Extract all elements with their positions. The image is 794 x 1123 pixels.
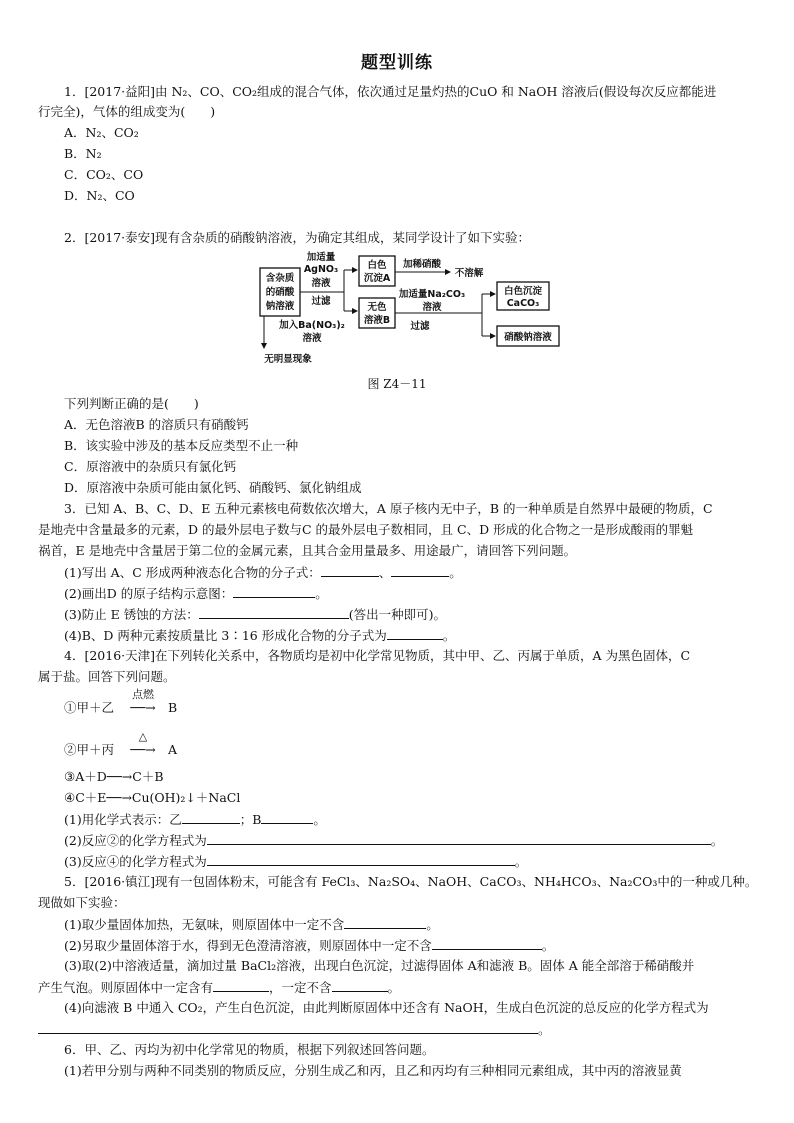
q3-part2 xyxy=(64,585,328,602)
period: 。 xyxy=(442,628,456,643)
q1-stem-line2: 行完全)，气体的组成变为( ) xyxy=(38,104,216,119)
flow-reagent1-line4: 过滤 xyxy=(311,296,331,307)
period: 。 xyxy=(313,812,326,827)
q2-option-c: C．原溶液中的杂质只有氯化钙 xyxy=(64,459,237,474)
flow-caco3-line2: CaCO₃ xyxy=(506,298,540,309)
q1-option-c: C．CO₂、CO xyxy=(64,167,144,182)
q5-stem-line1: 5．[2016·镇江]现有一包固体粉末，可能含有 FeCl₃、Na₂SO₄、NaOH、CaCO₃、NH₄HCO₃、Na₂CO₃中的一种或几种。 xyxy=(64,874,758,889)
period: 。 xyxy=(538,1022,551,1037)
flow-start-line3: 钠溶液 xyxy=(265,301,295,312)
flow-caco3-line1: 白色沉淀 xyxy=(503,286,543,297)
q4-part1 xyxy=(64,811,326,828)
flow-reagent1-line3: 溶液 xyxy=(311,278,331,289)
q5-part2 xyxy=(64,937,554,954)
answer-blank[interactable] xyxy=(391,564,449,577)
q5-part2-text: (2)另取少量固体溶于水，得到无色澄清溶液，则原固体中一定不含 xyxy=(64,938,432,953)
flow-white-a-line1: 白色 xyxy=(367,260,387,271)
q5-part3-line2 xyxy=(38,979,400,996)
flow-nano3-label: 硝酸钠溶液 xyxy=(504,332,552,343)
page-title: 题型训练 xyxy=(361,53,433,73)
reaction-1 xyxy=(64,688,178,716)
reaction-1-condition: 点燃 xyxy=(132,688,154,701)
answer-blank[interactable] xyxy=(432,937,542,950)
q4-part3-text: (3)反应④的化学方程式为 xyxy=(64,854,207,869)
reaction-2-product: A xyxy=(168,742,178,757)
q4-part1-b: ；B xyxy=(239,812,262,827)
reaction-1-product: B xyxy=(168,700,178,715)
flow-start-line1: 含杂质 xyxy=(265,273,295,284)
q1-option-d: D．N₂、CO xyxy=(64,188,135,203)
flow-no-phenomenon-label: 无明显现象 xyxy=(264,354,312,365)
q1-option-b: B．N₂ xyxy=(64,146,102,161)
q5-part1 xyxy=(64,916,439,933)
flow-acid-label: 加稀硝酸 xyxy=(402,259,442,270)
period: 。 xyxy=(315,586,328,601)
answer-blank[interactable] xyxy=(38,1021,538,1034)
flow-reagent1-line1: 加适量 xyxy=(306,252,336,263)
q5-part3-text: 产生气泡。则原固体中一定含有 xyxy=(38,980,214,995)
answer-blank[interactable] xyxy=(213,979,269,992)
answer-blank[interactable] xyxy=(182,811,240,824)
period: 。 xyxy=(426,917,439,932)
answer-blank[interactable] xyxy=(199,606,349,619)
flow-colorless-b-line1: 无色 xyxy=(367,302,387,313)
q3-part2-text: (2)画出D 的原子结构示意图： xyxy=(64,586,234,601)
q5-stem-line2: 现做如下实验： xyxy=(38,895,126,910)
q5-part1-text: (1)取少量固体加热，无氨味，则原固体中一定不含 xyxy=(64,917,345,932)
figure-caption: 图 Z4－11 xyxy=(367,377,427,391)
flow-reagent2-line2: 溶液 xyxy=(422,302,442,313)
period: 。 xyxy=(387,980,401,995)
q2-stem: 2．[2017·泰安]现有含杂质的硝酸钠溶液，为确定其组成，某同学设计了如下实验： xyxy=(64,230,530,245)
q3-part1 xyxy=(64,564,462,581)
q5-part4-line2 xyxy=(38,1021,551,1038)
flow-insoluble-label: 不溶解 xyxy=(454,268,484,279)
answer-blank[interactable] xyxy=(207,832,711,845)
q3-stem-line2: 是地壳中含量最多的元素，D 的最外层电子数与C 的最外层电子数相同，且 C、D 形成的化合物之一是形成酸雨的罪魁 xyxy=(38,522,694,537)
reaction-2 xyxy=(64,730,178,758)
q2-option-d: D．原溶液中杂质可能由氯化钙、硝酸钙、氯化钠组成 xyxy=(64,480,362,495)
q3-stem-line1: 3．已知 A、B、C、D、E 五种元素核电荷数依次增大，A 原子核内无中子，B 的一种单质是自然界中最硬的物质，C xyxy=(64,501,713,516)
q3-part1-text: (1)写出 A、C 形成两种液态化合物的分子式： xyxy=(64,565,321,580)
q3-part4 xyxy=(64,627,455,644)
q3-part3 xyxy=(64,606,446,623)
period: 。 xyxy=(541,938,555,953)
q5-part3-text-b: ，一定不含 xyxy=(269,980,332,995)
reaction-arrow: 点燃 ──→ xyxy=(118,700,168,716)
q4-part2 xyxy=(64,832,723,849)
answer-blank[interactable] xyxy=(233,585,315,598)
q3-part3-suffix: (答出一种即可)。 xyxy=(348,607,447,622)
flow-white-a-line2: 沉淀A xyxy=(363,273,391,284)
flow-reagent2-line1: 加适量Na₂CO₃ xyxy=(398,289,466,300)
q4-part2-text: (2)反应②的化学方程式为 xyxy=(64,833,207,848)
answer-blank[interactable] xyxy=(207,853,515,866)
q5-part3-line1: (3)取(2)中溶液适量，滴加过量 BaCl₂溶液，出现白色沉淀，过滤得固体 A和滤液 B。固体 A 能全部溶于稀硝酸并 xyxy=(64,958,695,973)
q4-part1-text: (1)用化学式表示：乙 xyxy=(64,812,182,827)
q4-part3 xyxy=(64,853,527,870)
answer-blank[interactable] xyxy=(344,916,426,929)
period: 。 xyxy=(449,565,462,580)
reaction-3: ③A＋D──→C＋B xyxy=(64,769,164,784)
period: 。 xyxy=(710,833,724,848)
q6-stem: 6．甲、乙、丙均为初中化学常见的物质，根据下列叙述回答问题。 xyxy=(64,1042,435,1057)
q3-stem-line3: 祸首，E 是地壳中含量居于第二位的金属元素，且其合金用量最多、用途最广，请回答下列问题。 xyxy=(38,543,577,558)
q6-part1-line1: (1)若甲分别与两种不同类别的物质反应，分别生成乙和丙，且乙和丙均有三种相同元素组成，其中丙的溶液显黄 xyxy=(64,1063,682,1078)
q2-option-b: B．该实验中涉及的基本反应类型不止一种 xyxy=(64,438,299,453)
q3-part3-text: (3)防止 E 锈蚀的方法： xyxy=(64,607,199,622)
q4-stem-line2: 属于盐。回答下列问题。 xyxy=(38,669,176,684)
reaction-4: ④C＋E──→Cu(OH)₂↓＋NaCl xyxy=(64,790,241,805)
flow-start-line2: 的硝酸 xyxy=(265,287,295,298)
q2-option-a: A．无色溶液B 的溶质只有硝酸钙 xyxy=(64,417,249,432)
separator: 、 xyxy=(378,565,392,580)
reaction-1-reactants: ①甲＋乙 xyxy=(64,700,115,715)
q5-part4-line1: (4)向滤液 B 中通入 CO₂，产生白色沉淀，由此判断原固体中还含有 NaOH，生成白色沉淀的总反应的化学方程式为 xyxy=(64,1000,709,1015)
answer-blank[interactable] xyxy=(321,564,379,577)
answer-blank[interactable] xyxy=(387,627,443,640)
q2-prompt: 下列判断正确的是( ) xyxy=(64,396,199,411)
flow-reagent3-line1: 加入Ba(NO₃)₂ xyxy=(279,320,345,331)
reaction-arrow: △ ──→ xyxy=(118,742,168,758)
q1-option-a: A．N₂、CO₂ xyxy=(64,125,139,140)
reaction-2-condition: △ xyxy=(138,730,148,743)
flow-colorless-b-line2: 溶液B xyxy=(363,315,391,326)
answer-blank[interactable] xyxy=(332,979,388,992)
flow-reagent1-line2: AgNO₃ xyxy=(303,264,339,275)
answer-blank[interactable] xyxy=(261,811,313,824)
q1-stem-line1: 1．[2017·益阳]由 N₂、CO、CO₂组成的混合气体，依次通过足量灼热的CuO 和 NaOH 溶液后(假设每次反应都能进 xyxy=(64,84,717,99)
q4-stem-line1: 4．[2016·天津]在下列转化关系中，各物质均是初中化学常见物质，其中甲、乙、丙属于单质，A 为黑色固体，C xyxy=(64,648,691,663)
period: 。 xyxy=(514,854,528,869)
reaction-2-reactants: ②甲＋丙 xyxy=(64,742,115,757)
flow-filter2-label: 过滤 xyxy=(410,321,430,332)
experiment-flowchart xyxy=(240,250,570,368)
flow-reagent3-line2: 溶液 xyxy=(302,333,322,344)
q3-part4-text: (4)B、D 两种元素按质量比 3∶16 形成化合物的分子式为 xyxy=(64,628,387,643)
